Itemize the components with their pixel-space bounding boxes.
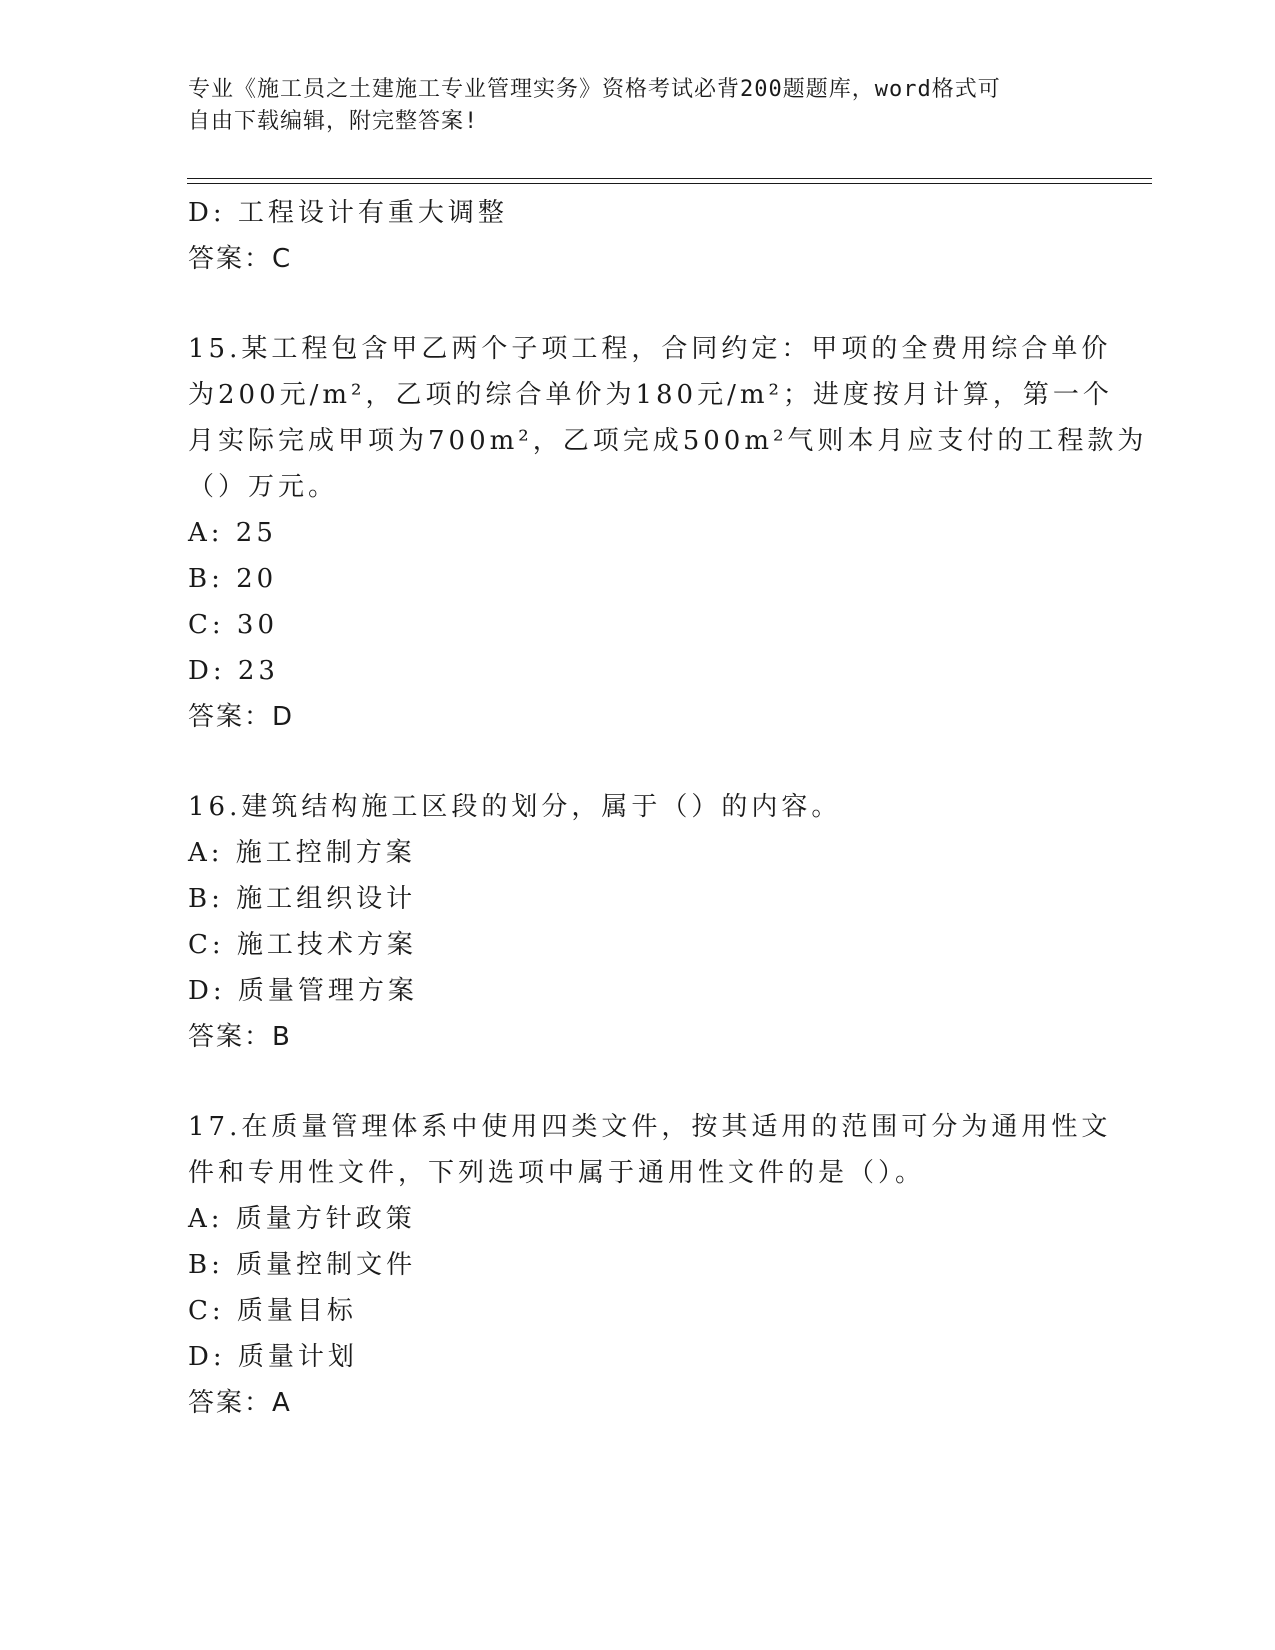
option-a: A: 25: [188, 518, 277, 548]
answer: 答案：B: [188, 1022, 292, 1052]
document-header: [188, 74, 1068, 138]
spacer: [188, 282, 1088, 326]
option-b: B: 质量控制文件: [188, 1250, 417, 1280]
answer: 答案：D: [188, 702, 295, 732]
option-c: C: 质量目标: [188, 1296, 357, 1326]
option-d: D: 质量计划: [188, 1342, 358, 1372]
question-stem-line: 17.在质量管理体系中使用四类文件，按其适用的范围可分为通用性文: [188, 1112, 1112, 1142]
question-stem-line: 月实际完成甲项为700m²，乙项完成500m²气则本月应支付的工程款为: [188, 426, 1148, 456]
option-a: A: 施工控制方案: [188, 838, 416, 868]
spacer: [188, 1060, 1088, 1104]
option-a: A: 质量方针政策: [188, 1204, 416, 1234]
spacer: [188, 740, 1088, 784]
header-rule-bottom: [187, 183, 1152, 184]
header-line-2: 自由下载编辑，附完整答案!: [188, 109, 479, 134]
carryover-option-d: D: 工程设计有重大调整: [188, 198, 508, 228]
question-15: [188, 326, 1148, 740]
question-stem-line: （）万元。: [188, 472, 339, 502]
option-c: C: 30: [188, 610, 279, 640]
question-stem-line: 为200元/m²，乙项的综合单价为180元/m²；进度按月计算，第一个: [188, 380, 1113, 410]
header-rule-top: [187, 178, 1152, 179]
answer: 答案：A: [188, 1388, 292, 1418]
option-b: B: 20: [188, 564, 278, 594]
question-17: [188, 1104, 1112, 1426]
carryover-answer: 答案：C: [188, 244, 293, 274]
question-stem-line: 16.建筑结构施工区段的划分，属于（）的内容。: [188, 792, 842, 822]
question-list: [188, 190, 1148, 1426]
option-d: D: 23: [188, 656, 279, 686]
header-line-1: 专业《施工员之土建施工专业管理实务》资格考试必背200题题库，word格式可: [188, 77, 1001, 102]
question-stem-line: 件和专用性文件，下列选项中属于通用性文件的是（）。: [188, 1158, 926, 1188]
option-d: D: 质量管理方案: [188, 976, 418, 1006]
question-stem-line: 15.某工程包含甲乙两个子项工程，合同约定：甲项的全费用综合单价: [188, 334, 1112, 364]
option-b: B: 施工组织设计: [188, 884, 417, 914]
question-16: [188, 784, 1088, 1060]
option-c: C: 施工技术方案: [188, 930, 417, 960]
